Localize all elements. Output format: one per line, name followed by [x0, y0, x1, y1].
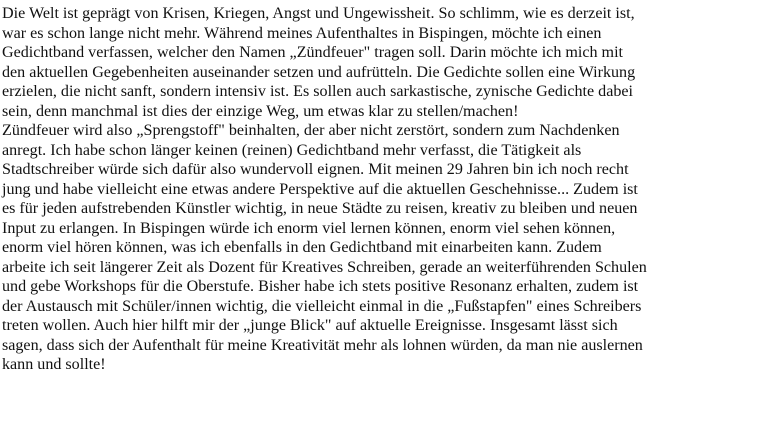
text-line: Gedichtband verfassen, welcher den Namen „Zündfeuer" tragen soll. Darin möchte ich mich mit: [2, 43, 624, 61]
text-line: und gebe Workshops für die Oberstufe. Bisher habe ich stets positive Resonanz erhalten, zudem ist: [2, 277, 639, 295]
text-line: enorm viel hören können, was ich ebenfalls in den Gedichtband mit einarbeiten kann. Zudem: [2, 238, 602, 256]
text-line: jung und habe vielleicht eine etwas andere Perspektive auf die aktuellen Geschehnisse... Zudem ist: [2, 179, 638, 198]
text-line: Zündfeuer wird also „Sprengstoff" beinhalten, der aber nicht zerstört, sondern zum Nachdenken: [2, 121, 620, 139]
text-line: treten wollen. Auch hier hilft mir der „junge Blick" auf aktuelle Ereignisse. Insgesamt lässt sich: [2, 316, 618, 334]
text-line: den aktuellen Gegebenheiten auseinander setzen und aufrütteln. Die Gedichte sollen eine Wirkung: [2, 62, 636, 81]
text-line: anregt. Ich habe schon länger keinen (reinen) Gedichtband mehr verfasst, die Tätigkeit als: [2, 140, 582, 159]
text-line: Die Welt ist geprägt von Krisen, Kriegen, Angst und Ungewissheit. So schlimm, wie es derzeit ist,: [2, 4, 635, 22]
text-line: der Austausch mit Schüler/innen wichtig, die vielleicht einmal in die „Fußstapfen" eines Schreibers: [2, 296, 642, 315]
text-line: sagen, dass sich der Aufenthalt für meine Kreativität mehr als lohnen würden, da man nie auslernen: [2, 335, 643, 354]
text-line: war es schon lange nicht mehr. Während meines Aufenthaltes in Bispingen, möchte ich einen: [2, 23, 602, 42]
text-line: Stadtschreiber würde sich dafür also wundervoll eignen. Mit meinen 29 Jahren bin ich noch recht: [2, 160, 629, 178]
text-line: es für jeden aufstrebenden Künstler wichtig, in neue Städte zu reisen, kreativ zu bleiben und neuen: [2, 199, 638, 217]
text-line: kann und sollte!: [2, 355, 106, 373]
text-line: Input zu erlangen. In Bispingen würde ich enorm viel lernen können, enorm viel sehen können,: [2, 218, 616, 237]
text-line: erzielen, die nicht sanft, sondern intensiv ist. Es sollen auch sarkastische, zynische Gedichte dabei: [2, 82, 634, 100]
document-body: [2, 4, 765, 375]
text-line: sein, denn manchmal ist dies der einzige Weg, um etwas klar zu stellen/machen!: [2, 101, 519, 120]
text-line: arbeite ich seit längerer Zeit als Dozent für Kreatives Schreiben, gerade an weiterführenden Schulen: [2, 257, 647, 276]
